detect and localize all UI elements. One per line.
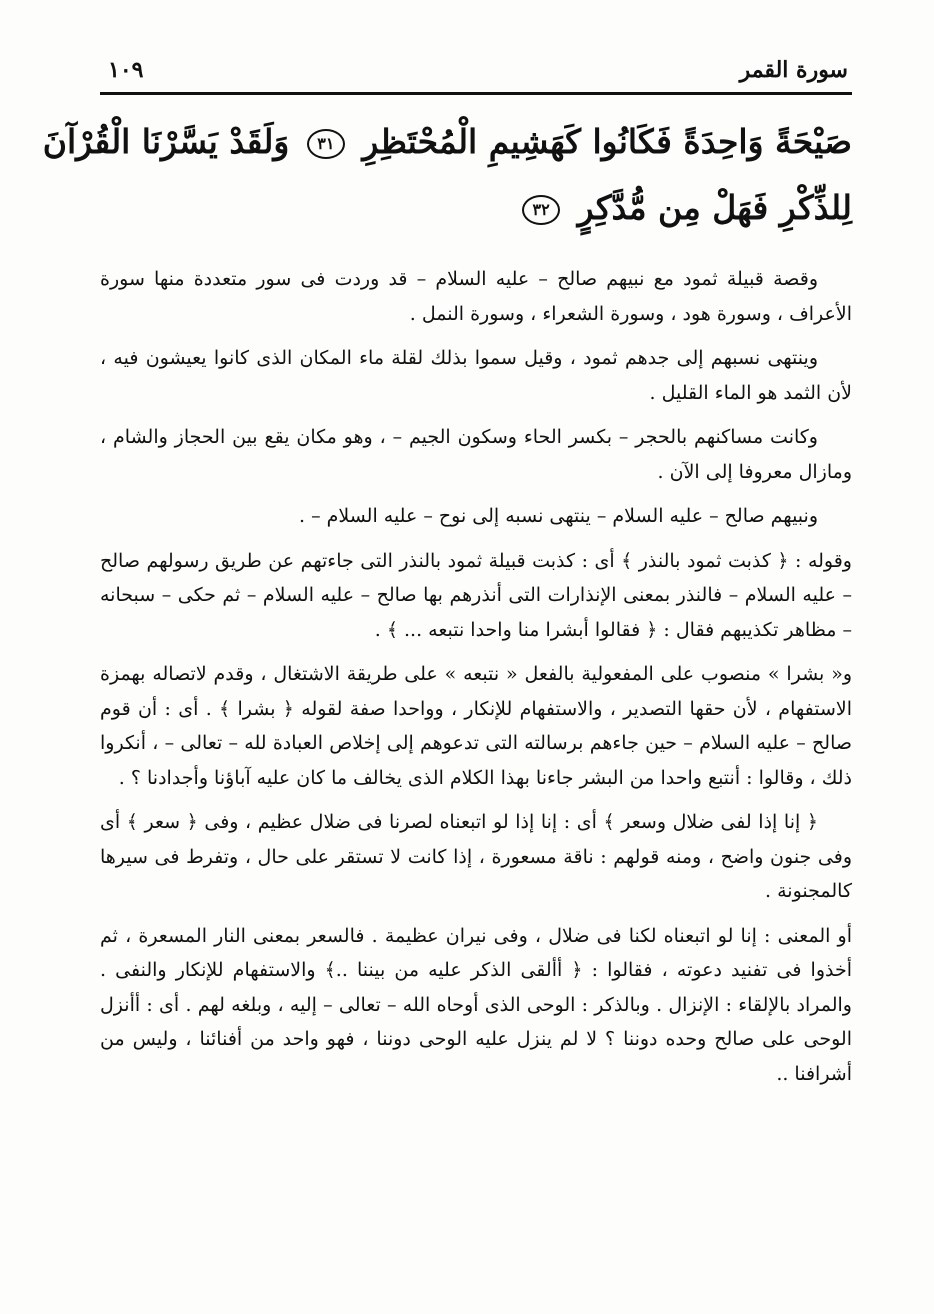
page-number: ١٠٩ (108, 57, 144, 83)
paragraph: و« بشرا » منصوب على المفعولية بالفعل « نتبعه » على طريقة الاشتغال ، وقدم لاتصاله بهمزة الاستفهام ، لأن حقها التصدير ، والاستفهام للإنكار ، وواحدا صفة لقوله ﴿ بشرا ﴾ . أى : أن قوم صالح – عليه السلام – حين جاءهم برسالته التى تدعوهم إلى إخلاص العبادة لله – تعالى – ، أنكروا ذلك ، وقالوا : أنتبع واحدا من البشر جاءنا بهذا الكلام الذى يخالف ما كان عليه آباؤنا وأجدادنا ؟ . (100, 663, 852, 789)
paragraph: أو المعنى : إنا لو اتبعناه لكنا فى ضلال ، وفى نيران عظيمة . فالسعر بمعنى النار المسعرة ، ثم أخذوا فى تفنيد دعوته ، فقالوا : ﴿ أألقى الذكر عليه من بيننا ..﴾ والاستفهام للإنكار والنفى . والمراد بالإلقاء : الإنزال . وبالذكر : الوحى الذى أوحاه الله – تعالى – إليه ، وبلغه لهم . أى : أأنزل الوحى على صالح وحده دوننا ؟ لا لم ينزل عليه الوحى دوننا ، فهو واحد من أفنائنا ، وليس من أشرافنا .. (100, 924, 852, 1085)
verse-text: وَلَقَدْ يَسَّرْنَا الْقُرْآنَ (42, 122, 290, 161)
quran-verse-line-2 (100, 188, 852, 227)
paragraph: ونبيهم صالح – عليه السلام – ينتهى نسبه إلى نوح – عليه السلام – . (298, 505, 818, 527)
verse-text: لِلذِّكْرِ فَهَلْ مِن مُّدَّكِرٍ (577, 188, 852, 227)
header-rule (100, 92, 852, 95)
paragraph: وقصة قبيلة ثمود مع نبيهم صالح – عليه السلام – قد وردت فى سور متعددة منها سورة الأعراف ، وسورة هود ، وسورة الشعراء ، وسورة النمل . (100, 268, 852, 325)
ayah-number-marker: ٣٢ (522, 195, 560, 225)
verse-text: صَيْحَةً وَاحِدَةً فَكَانُوا كَهَشِيمِ الْمُحْتَظِرِ (362, 122, 852, 161)
page-header (108, 50, 848, 90)
ayah-number-marker: ٣١ (307, 129, 345, 159)
quran-verse-line-1 (42, 122, 852, 161)
commentary-body (100, 262, 852, 1101)
paragraph: وقوله : ﴿ كذبت ثمود بالنذر ﴾ أى : كذبت قبيلة ثمود بالنذر التى جاءتهم عن طريق رسولهم صالح – عليه السلام – فالنذر بمعنى الإنذارات التى أنذرهم بها صالح – عليه السلام – ثم حكى – سبحانه – مظاهر تكذيبهم فقال : ﴿ فقالوا أبشرا منا واحدا نتبعه ... ﴾ . (100, 549, 852, 641)
paragraph: وينتهى نسبهم إلى جدهم ثمود ، وقيل سموا بذلك لقلة ماء المكان الذى كانوا يعيشون فيه ، لأن الثمد هو الماء القليل . (100, 347, 852, 404)
paragraph: ﴿ إنا إذا لفى ضلال وسعر ﴾ أى : إنا إذا لو اتبعناه لصرنا فى ضلال عظيم ، وفى ﴿ سعر ﴾ أى وفى جنون واضح ، ومنه قولهم : ناقة مسعورة ، إذا كانت لا تستقر على حال ، وتفرط فى سيرها كالمجنونة . (100, 811, 852, 902)
surah-title: سورة القمر (739, 57, 848, 83)
paragraph: وكانت مساكنهم بالحجر – بكسر الحاء وسكون الجيم – ، وهو مكان يقع بين الحجاز والشام ، ومازال معروفا إلى الآن . (100, 426, 852, 483)
